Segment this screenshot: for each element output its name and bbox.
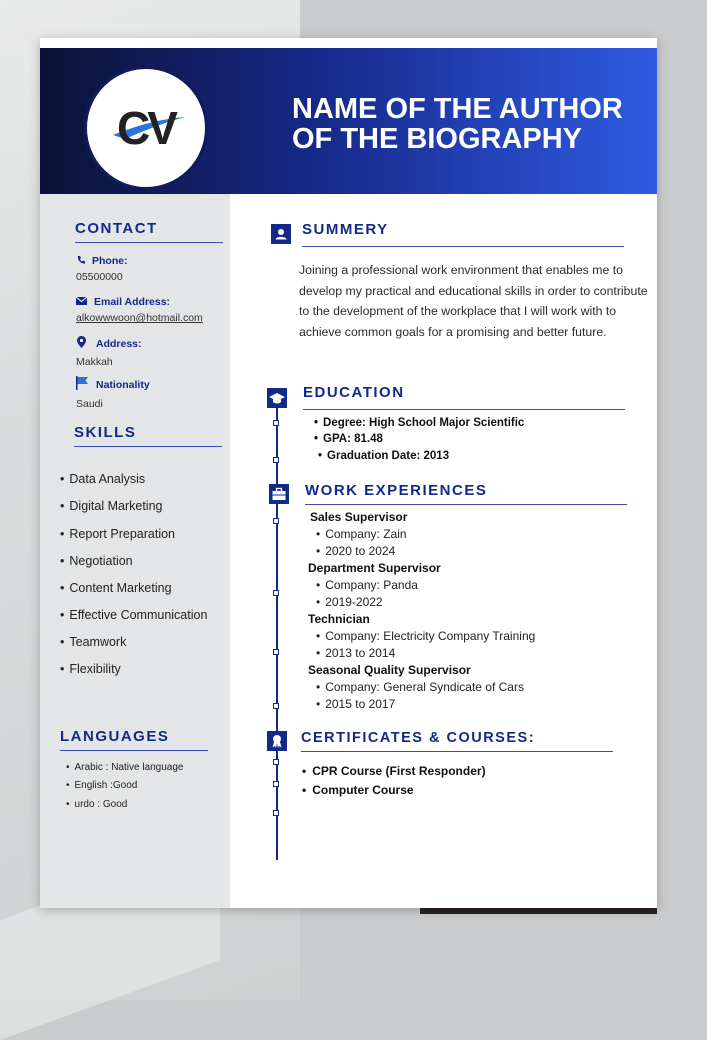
phone-icon	[76, 255, 86, 265]
skill-item: • Digital Marketing	[60, 499, 162, 513]
job-period: • 2019-2022	[316, 595, 383, 609]
timeline-node	[273, 649, 279, 655]
author-name-line-1: NAME OF THE AUTHOR	[292, 93, 623, 125]
email-label: Email Address:	[94, 296, 171, 308]
email-value[interactable]: alkowwwoon@hotmail.com	[76, 312, 203, 324]
phone-value: 05500000	[76, 271, 123, 283]
education-title: EDUCATION	[303, 384, 405, 401]
author-name-title	[292, 94, 642, 154]
flag-icon	[76, 376, 89, 390]
timeline-node	[273, 703, 279, 709]
education-cap-icon	[267, 388, 287, 408]
education-graduation: • Graduation Date: 2013	[318, 450, 449, 462]
work-briefcase-icon	[269, 484, 289, 504]
cv-page	[40, 38, 657, 908]
education-gpa: • GPA: 81.48	[314, 433, 383, 445]
skill-item: • Effective Communication	[60, 608, 207, 622]
certificate-medal-icon	[267, 731, 287, 751]
contact-divider	[75, 242, 223, 243]
skills-divider	[74, 446, 222, 447]
nationality-value: Saudi	[76, 398, 103, 410]
languages-title: LANGUAGES	[60, 728, 170, 745]
timeline-node	[273, 759, 279, 765]
summary-line: achieve common goals for a promising and better future.	[299, 324, 607, 339]
phone-label: Phone:	[92, 255, 128, 267]
timeline-node	[273, 590, 279, 596]
logo-text: CV	[117, 102, 175, 154]
skill-item: • Report Preparation	[60, 527, 175, 541]
job-title: Technician	[308, 612, 370, 626]
contact-title: CONTACT	[75, 220, 158, 237]
job-company: • Company: Electricity Company Training	[316, 629, 535, 643]
timeline-node	[273, 810, 279, 816]
education-divider	[303, 409, 625, 410]
skill-item: • Flexibility	[60, 662, 121, 676]
skill-item: • Data Analysis	[60, 472, 145, 486]
summary-line: develop my practical and educational skills in order to contribute	[299, 283, 648, 298]
timeline-node	[273, 781, 279, 787]
header-banner	[40, 48, 657, 194]
location-pin-icon	[77, 336, 86, 348]
summary-user-icon	[271, 224, 291, 244]
summary-line: Joining a professional work environment that enables me to	[299, 263, 624, 277]
skill-item: • Negotiation	[60, 554, 133, 568]
cv-logo	[84, 66, 208, 190]
skill-item: • Teamwork	[60, 635, 126, 649]
email-icon	[76, 297, 87, 305]
skill-item: • Content Marketing	[60, 581, 172, 595]
address-value: Makkah	[76, 356, 113, 368]
author-name-line-2: OF THE BIOGRAPHY	[292, 123, 583, 155]
job-title: Sales Supervisor	[310, 510, 408, 524]
nationality-label: Nationality	[96, 379, 150, 391]
job-company: • Company: General Syndicate of Cars	[316, 680, 524, 694]
summary-title: SUMMERY	[302, 221, 389, 238]
timeline-line	[276, 400, 278, 860]
language-item: • urdo : Good	[66, 799, 127, 810]
summary-divider	[302, 246, 624, 247]
certificates-title: CERTIFICATES & COURSES:	[301, 730, 536, 746]
languages-divider	[60, 750, 208, 751]
address-label: Address:	[96, 338, 142, 350]
summary-line: to the development of the workplace that I will work with to	[299, 304, 617, 318]
job-period: • 2020 to 2024	[316, 544, 395, 558]
job-title: Department Supervisor	[308, 561, 441, 575]
summary-text	[299, 260, 655, 342]
timeline-node	[273, 420, 279, 426]
certificate-item: • CPR Course (First Responder)	[302, 764, 486, 778]
job-period: • 2015 to 2017	[316, 697, 395, 711]
job-title: Seasonal Quality Supervisor	[308, 663, 471, 677]
certificate-item: • Computer Course	[302, 783, 414, 797]
work-title: WORK EXPERIENCES	[305, 482, 488, 499]
job-company: • Company: Zain	[316, 527, 407, 541]
certificates-divider	[301, 751, 613, 752]
job-company: • Company: Panda	[316, 578, 418, 592]
work-divider	[305, 504, 627, 505]
language-item: • Arabic : Native language	[66, 762, 183, 773]
language-item: • English :Good	[66, 780, 137, 791]
job-period: • 2013 to 2014	[316, 646, 395, 660]
timeline-node	[273, 518, 279, 524]
skills-title: SKILLS	[74, 424, 137, 441]
timeline-node	[273, 457, 279, 463]
education-degree: • Degree: High School Major Scientific	[314, 417, 524, 429]
